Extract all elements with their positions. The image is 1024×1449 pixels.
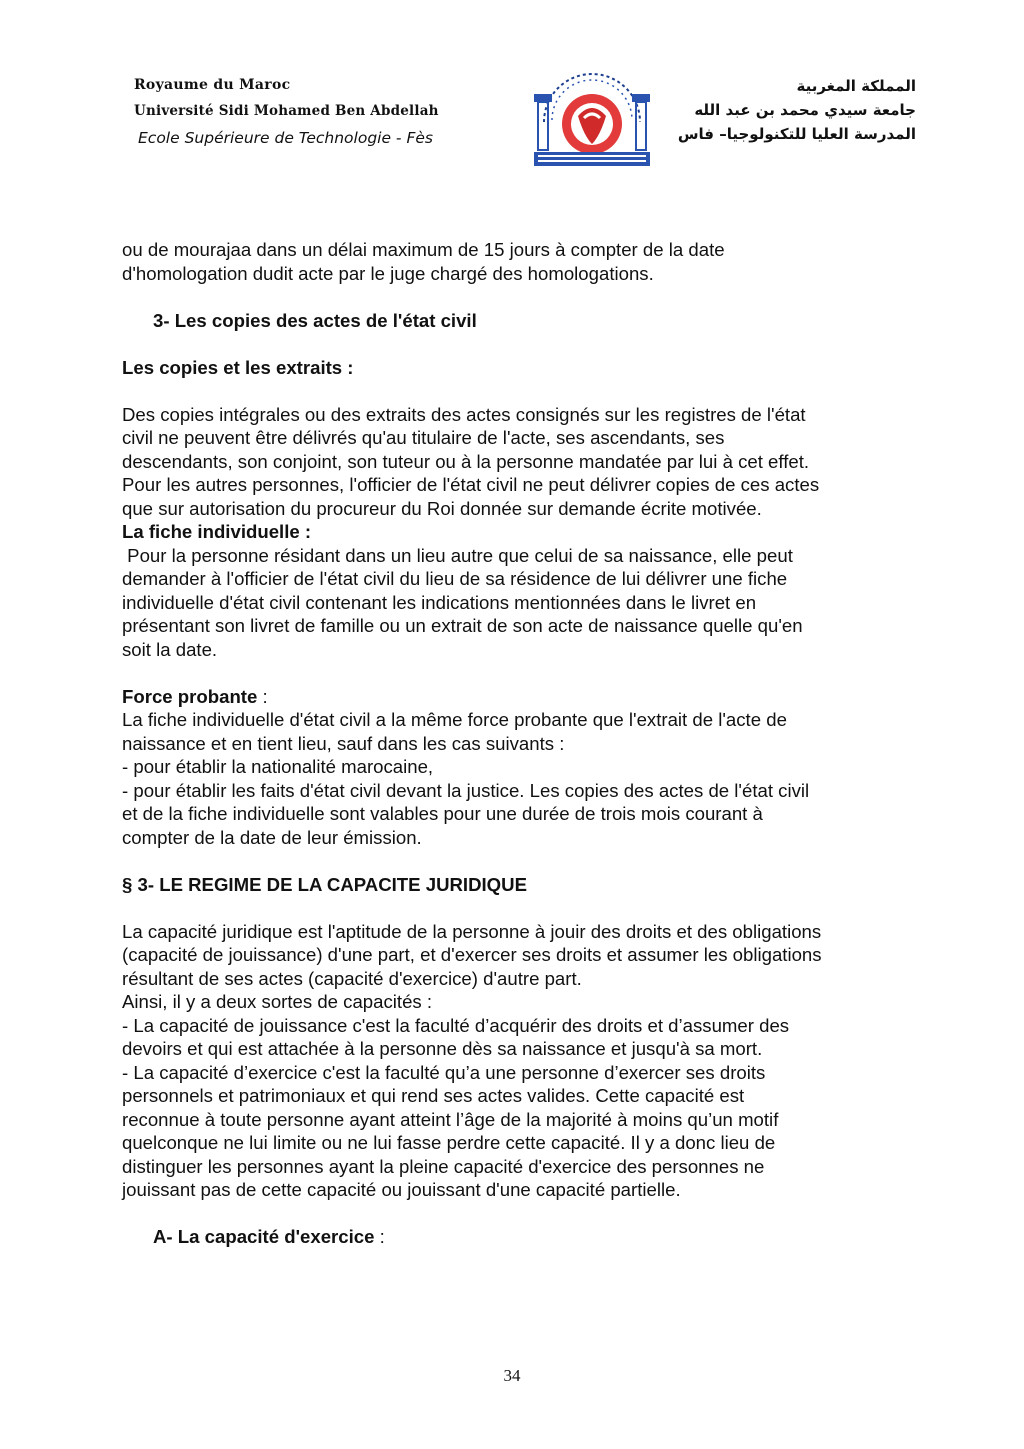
header-university-fr: Université Sidi Mohamed Ben Abdellah <box>134 103 439 119</box>
text-line: jouissant pas de cette capacité ou jouissant d'une capacité partielle. <box>122 1179 681 1200</box>
text-line: - pour établir les faits d'état civil devant la justice. Les copies des actes de l'état civil <box>122 779 810 801</box>
subheading-copies-extraits: Les copies et les extraits : <box>122 356 354 378</box>
page-body <box>122 238 912 1249</box>
text-line: d'homologation dudit acte par le juge chargé des homologations. <box>122 262 654 284</box>
university-emblem-icon <box>530 60 654 172</box>
text-line: civil ne peuvent être délivrés qu'au titulaire de l'acte, ses ascendants, ses <box>122 427 725 448</box>
header-university-ar: جامعة سيدي محمد بن عبد الله <box>694 101 916 119</box>
text-line: Pour la personne résidant dans un lieu autre que celui de sa naissance, elle peut <box>122 544 793 566</box>
text-line: Des copies intégrales ou des extraits des actes consignés sur les registres de l'état <box>122 403 806 425</box>
text-line: La capacité juridique est l'aptitude de la personne à jouir des droits et des obligations <box>122 920 822 942</box>
subheading-force-line <box>122 685 912 709</box>
text-line: La fiche individuelle d'état civil a la même force probante que l'extrait de l'acte de <box>122 709 787 730</box>
subheading-force: Force probante <box>122 685 258 707</box>
text-line: Pour les autres personnes, l'officier de l'état civil ne peut délivrer copies de ces actes <box>122 474 820 495</box>
subheading-force-colon: : <box>257 685 268 707</box>
text-line: Ainsi, il y a deux sortes de capacités : <box>122 991 433 1012</box>
text-line: soit la date. <box>122 638 218 660</box>
text-line: distinguer les personnes ayant la pleine capacité d'exercice des personnes ne <box>122 1155 765 1177</box>
text-line: reconnue à toute personne ayant atteint l’âge de la majorité à moins qu’un motif <box>122 1108 779 1130</box>
subheading-fiche: La fiche individuelle : <box>122 521 312 542</box>
header-kingdom-fr: Royaume du Maroc <box>134 77 291 93</box>
text-line: demander à l'officier de l'état civil du lieu de sa résidence de lui délivrer une fiche <box>122 568 788 589</box>
section-heading-exercice-line <box>122 1225 912 1249</box>
text-line: descendants, son conjoint, son tuteur ou à la personne mandatée par lui à cet effet. <box>122 450 810 472</box>
text-line: naissance et en tient lieu, sauf dans les cas suivants : <box>122 732 565 754</box>
text-line: que sur autorisation du procureur du Roi donnée sur demande écrite motivée. <box>122 497 762 519</box>
header-right-block <box>678 74 916 146</box>
section-heading-regime: § 3- LE REGIME DE LA CAPACITE JURIDIQUE <box>122 873 527 895</box>
text-line: - pour établir la nationalité marocaine, <box>122 756 434 777</box>
header-school-ar: المدرسة العليا للتكنولوجيا– فاس <box>677 125 916 143</box>
header-kingdom-ar: المملكة المغربية <box>796 77 916 95</box>
header-left-block <box>134 72 439 152</box>
text-line: - La capacité de jouissance c'est la faculté d’acquérir des droits et d’assumer des <box>122 1014 790 1036</box>
text-line: individuelle d'état civil contenant les indications mentionnées dans le livret en <box>122 591 757 613</box>
section-heading-copies: 3- Les copies des actes de l'état civil <box>153 309 477 331</box>
text-line: devoirs et qui est attachée à la personne dès sa naissance et jusqu'à sa mort. <box>122 1038 763 1059</box>
text-line: - La capacité d’exercice c'est la faculté qu’a une personne d’exercer ses droits <box>122 1061 766 1083</box>
text-line: résultant de ses actes (capacité d'exercice) d'autre part. <box>122 967 582 989</box>
text-line: ou de mourajaa dans un délai maximum de 15 jours à compter de la date <box>122 239 725 260</box>
section-heading-exercice-colon: : <box>374 1226 385 1247</box>
header-school-fr: Ecole Supérieure de Technologie - Fès <box>138 129 433 147</box>
text-line: et de la fiche individuelle sont valables pour une durée de trois mois courant à <box>122 803 763 824</box>
section-heading-exercice: A- La capacité d'exercice <box>153 1226 375 1247</box>
text-line: (capacité de jouissance) d'une part, et d'exercer ses droits et assumer les obligations <box>122 944 822 965</box>
page-number: 34 <box>503 1366 521 1385</box>
text-line: compter de la date de leur émission. <box>122 826 422 848</box>
text-line: présentant son livret de famille ou un extrait de son acte de naissance quelle qu'en <box>122 615 803 636</box>
text-line: personnels et patrimoniaux et qui rend ses actes valides. Cette capacité est <box>122 1085 745 1106</box>
text-line: quelconque ne lui limite ou ne lui fasse perdre cette capacité. Il y a donc lieu de <box>122 1132 776 1153</box>
